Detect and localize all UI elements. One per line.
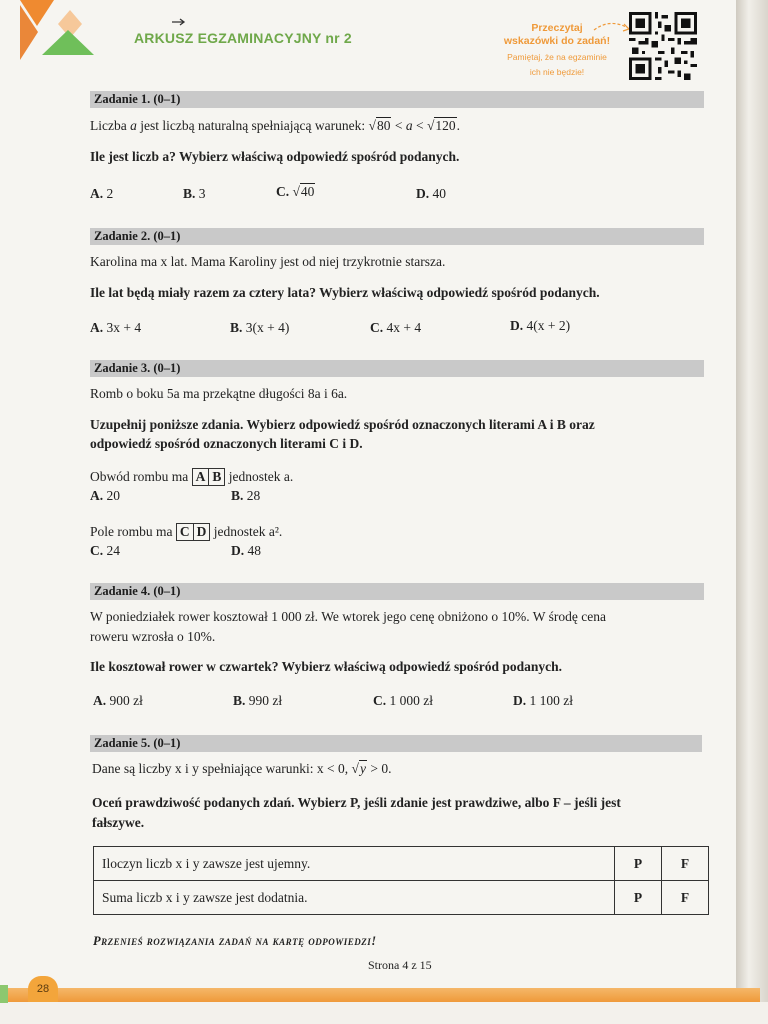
- arrow-icon: [172, 18, 186, 26]
- tips-line-2: wskazówki do zadań!: [503, 35, 611, 47]
- task-5-statement: Dane są liczby x i y spełniające warunki: x < 0, √y > 0.: [92, 761, 392, 776]
- statement-cell: Iloczyn liczb x i y zawsze jest ujemny.: [94, 847, 615, 881]
- green-corner: [0, 985, 8, 1003]
- task-4-answer-b[interactable]: B. 990 zł: [233, 693, 283, 708]
- task-1-answer-a[interactable]: A. 2: [90, 186, 114, 201]
- task-2-answer-d[interactable]: D. 4(x + 2): [510, 318, 571, 333]
- task-4-answer-c[interactable]: C. 1 000 zł: [373, 693, 433, 708]
- dashed-arrow-icon: [592, 18, 632, 38]
- task-4-question: Ile kosztował rower w czwartek? Wybierz właściwą odpowiedź spośród podanych.: [90, 659, 562, 674]
- task-2-answer-c[interactable]: C. 4x + 4: [370, 320, 422, 335]
- task-5-header: Zadanie 5. (0–1): [90, 735, 702, 752]
- page-edge: [736, 0, 768, 1024]
- task-1-answer-c[interactable]: C. √40: [276, 184, 315, 199]
- task-4-statement-line-1: W poniedziałek rower kosztował 1 000 zł. We wtorek jego cenę obniżono o 10%. W środę cena: [90, 609, 607, 624]
- task-4-answer-a[interactable]: A. 900 zł: [93, 693, 143, 708]
- task-3-statement: Romb o boku 5a ma przekątne długości 8a i 6a.: [90, 386, 348, 401]
- task-1-answer-d[interactable]: D. 40: [416, 186, 446, 201]
- task-5-question-line-2: fałszywe.: [92, 815, 145, 830]
- choice-box-a[interactable]: A: [192, 468, 210, 486]
- true-false-table: [93, 846, 709, 915]
- page-number: 28: [28, 976, 58, 1002]
- qr-code-icon[interactable]: [628, 12, 698, 80]
- tips-note-2: ich nie będzie!: [529, 67, 585, 77]
- bottom-margin: [0, 1002, 768, 1024]
- task-5-question-line-1: Oceń prawdziwość podanych zdań. Wybierz P, jeśli zdanie jest prawdziwe, albo F – jeśli jest: [92, 795, 621, 810]
- task-1-question: Ile jest liczb a? Wybierz właściwą odpowiedź spośród podanych.: [90, 149, 460, 164]
- bottom-accent-strip: [0, 988, 760, 1002]
- task-3-option-a[interactable]: A. 20: [90, 488, 120, 503]
- transfer-instruction: Przenieś rozwiązania zadań na kartę odpowiedzi!: [93, 934, 377, 948]
- true-option[interactable]: P: [615, 847, 662, 881]
- tips-note-1: Pamiętaj, że na egzaminie: [507, 52, 607, 62]
- false-option[interactable]: F: [662, 847, 709, 881]
- task-4-answer-d[interactable]: D. 1 100 zł: [513, 693, 573, 708]
- table-row: [94, 881, 709, 915]
- task-1-statement: Liczba a jest liczbą naturalną spełniającą warunek: √80 < a < √120.: [90, 118, 460, 133]
- task-3-sentence-1: Obwód rombu ma A B jednostek a.: [90, 469, 294, 484]
- true-option[interactable]: P: [615, 881, 662, 915]
- task-3-option-d[interactable]: D. 48: [231, 543, 261, 558]
- task-3-question-line-1: Uzupełnij poniższe zdania. Wybierz odpowiedź spośród oznaczonych literami A i B oraz: [90, 417, 595, 432]
- task-3-question-line-2: odpowiedź spośród oznaczonych literami C i D.: [90, 436, 363, 451]
- task-3-sentence-2: Pole rombu ma C D jednostek a².: [90, 524, 283, 539]
- choice-box-c[interactable]: C: [176, 523, 194, 541]
- header-title: ARKUSZ EGZAMINACYJNY nr 2: [134, 30, 352, 46]
- task-2-question: Ile lat będą miały razem za cztery lata? Wybierz właściwą odpowiedź spośród podanych.: [90, 285, 600, 300]
- diamond-logo: [20, 0, 120, 62]
- task-4-statement-line-2: roweru wzrosła o 10%.: [90, 629, 216, 644]
- choice-box-d[interactable]: D: [194, 523, 211, 541]
- task-3-option-c[interactable]: C. 24: [90, 543, 120, 558]
- statement-cell: Suma liczb x i y zawsze jest dodatnia.: [94, 881, 615, 915]
- task-4-header: Zadanie 4. (0–1): [90, 583, 704, 600]
- table-row: [94, 847, 709, 881]
- task-2-statement: Karolina ma x lat. Mama Karoliny jest od niej trzykrotnie starsza.: [90, 254, 446, 269]
- choice-box-b[interactable]: B: [209, 468, 225, 486]
- false-option[interactable]: F: [662, 881, 709, 915]
- task-1-answer-b[interactable]: B. 3: [183, 186, 206, 201]
- tips-line-1: Przeczytaj: [531, 22, 583, 34]
- task-2-answer-a[interactable]: A. 3x + 4: [90, 320, 142, 335]
- task-3-option-b[interactable]: B. 28: [231, 488, 261, 503]
- task-3-header: Zadanie 3. (0–1): [90, 360, 704, 377]
- task-2-answer-b[interactable]: B. 3(x + 4): [230, 320, 290, 335]
- task-1-header: Zadanie 1. (0–1): [90, 91, 704, 108]
- page-indicator: Strona 4 z 15: [368, 958, 432, 972]
- task-2-header: Zadanie 2. (0–1): [90, 228, 704, 245]
